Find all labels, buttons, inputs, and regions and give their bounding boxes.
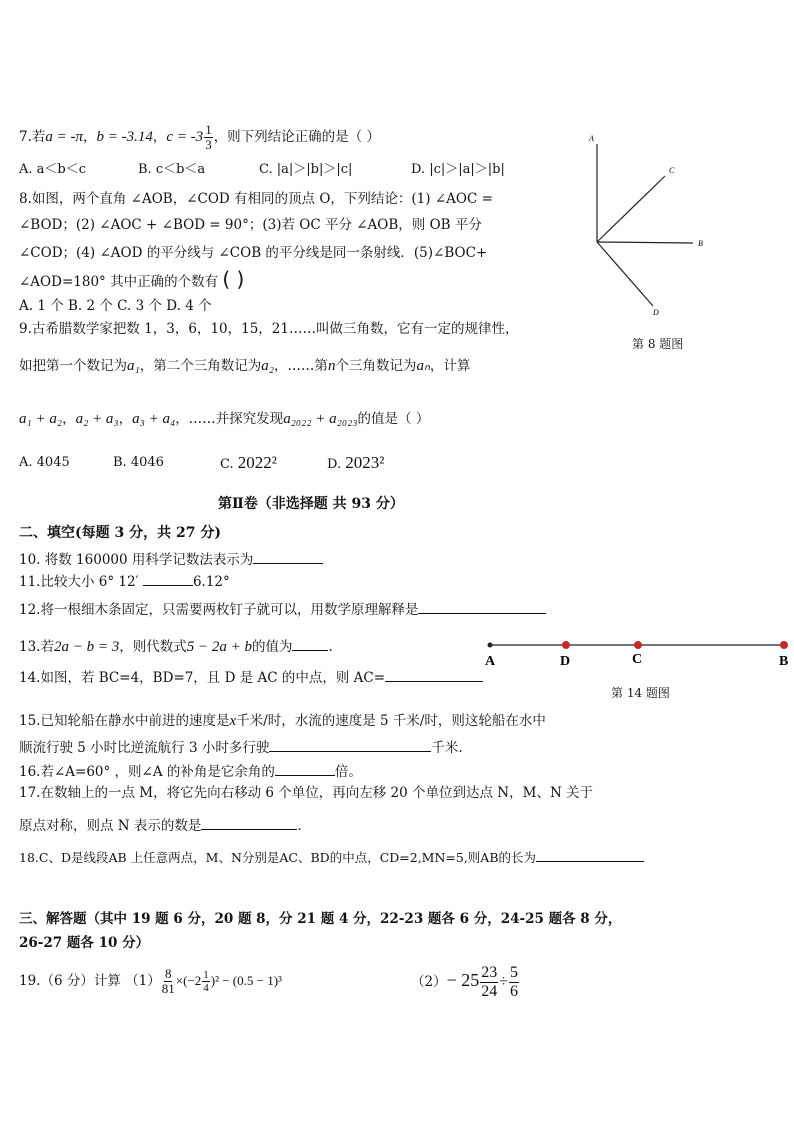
q9-a2: a₂	[261, 358, 274, 374]
section3-line2: 26-27 题各 10 分）	[19, 935, 150, 951]
section2-title: 第Ⅱ卷（非选择题 共 93 分）	[218, 496, 404, 512]
point-a	[488, 643, 493, 648]
section2-heading: 二、填空(每题 3 分，共 27 分)	[19, 525, 221, 541]
q11-blank[interactable]	[143, 571, 193, 586]
q13-cond: 2a − b = 3	[53, 639, 120, 655]
q7-option-c: C. |a|＞|b|＞|c|	[259, 162, 353, 177]
label-b: B	[779, 654, 789, 669]
q15-var: x	[229, 713, 237, 729]
label-d: D	[560, 654, 571, 669]
fig8-caption: 第 8 题图	[632, 337, 684, 351]
q10: 10. 将数 160000 用科学记数法表示为	[19, 549, 323, 569]
q9-a1: a₁	[127, 358, 140, 374]
q12: 12.将一根细木条固定，只需要两枚钉子就可以，用数学原理解释是	[19, 599, 546, 619]
q15-blank[interactable]	[269, 737, 431, 752]
q7-option-d: D. |c|＞|a|＞|b|	[411, 162, 505, 177]
ray-od	[597, 242, 653, 306]
section3-line1: 三、解答题（其中 19 题 6 分，20 题 8，分 21 题 4 分，22-23 题各 6 分，24-25 题各 8 分，	[19, 911, 622, 927]
q19-part2: （2）− 25 $\frac{23}{24}$ ÷ $\frac{5}{6}$	[411, 964, 519, 1000]
q7-line: 7.若a = -π，b = -3.14，c = -3 $\frac{1}{3}$ ，则下列结论正确的是（ ）	[19, 122, 380, 152]
ray-ob	[597, 242, 693, 243]
q10-blank[interactable]	[253, 549, 323, 564]
q7-option-a: A. a＜b＜c	[19, 162, 87, 177]
label-c: C	[632, 652, 643, 667]
q7-c: c = -3	[166, 129, 204, 145]
q19-part1: 19.（6 分）计算 （1） $\frac{8}{81}$ ×(−2 $\frac{1}{4}$ )² − (0.5 − 1)³	[19, 966, 282, 996]
q14: 14.如图，若 BC=4，BD=7，且 D 是 AC 的中点，则 AC=	[19, 667, 483, 687]
q13: 13.若2a − b = 3，则代数式5 − 2a + b的值为 .	[19, 636, 333, 656]
q9-option-b: B. 4046	[113, 455, 164, 470]
q19-frac-8-81: $\frac{8}{81}$	[161, 966, 175, 996]
point-c	[634, 641, 642, 649]
q9-expr-3: a₃ + a₄	[132, 411, 176, 427]
q8-line4: ∠AOD=180° 其中正确的个数有 ( )	[19, 267, 245, 291]
q8-line2: ∠BOD；(2) ∠AOC + ∠BOD = 90°；(3)若 OC 平分 ∠AOB，则 OB 平分	[19, 217, 482, 233]
q7-prefix: 7.若	[19, 129, 46, 145]
q7-option-b: B. c＜b＜a	[138, 162, 206, 177]
q8-answer-paren: ( )	[222, 267, 245, 291]
point-b	[780, 641, 788, 649]
label-b: B	[698, 239, 703, 248]
q9-expr-1: a₁ + a₂	[19, 411, 63, 427]
q16: 16.若∠A=60° ，则∠A 的补角是它余角的 倍。	[19, 761, 362, 781]
point-d	[562, 641, 570, 649]
label-c: C	[669, 166, 675, 175]
q17-line2: 原点对称，则点 N 表示的数是 .	[19, 815, 302, 835]
figure-8	[585, 130, 705, 320]
q9-an: aₙ	[416, 358, 430, 374]
q19-frac-23-24: $\frac{23}{24}$	[481, 964, 498, 1000]
fig14-caption: 第 14 题图	[611, 686, 670, 700]
q7-suffix: ，则下列结论正确的是（ ）	[213, 129, 380, 145]
q9-line2: 如把第一个数记为a₁，第二个三角数记为a₂，……第n个三角数记为aₙ，计算	[19, 358, 471, 374]
q9-n: n	[327, 358, 336, 374]
q7-b: b = -3.14	[96, 129, 153, 145]
q16-blank[interactable]	[275, 761, 335, 776]
q8-line1: 8.如图，两个直角 ∠AOB，∠COD 有相同的顶点 O，下列结论：(1) ∠AOC =	[19, 191, 493, 207]
figure-14	[480, 636, 792, 672]
label-d: D	[653, 308, 659, 317]
q19-frac-1-4: $\frac{1}{4}$	[203, 969, 209, 994]
label-a: A	[485, 654, 496, 669]
q14-blank[interactable]	[385, 667, 483, 682]
q15-line1: 15.已知轮船在静水中前进的速度是x千米/时，水流的速度是 5 千米/时，则这轮船在水中	[19, 713, 546, 729]
q9-line3: a₁ + a₂，a₂ + a₃，a₃ + a₄，……并探究发现a₂₀₂₂ + a₂₀₂₃的值是（ ）	[19, 411, 430, 427]
q7-c-frac: $\frac{1}{3}$	[205, 122, 212, 152]
q8-line3: ∠COD；(4) ∠AOD 的平分线与 ∠COB 的平分线是同一条射线．(5)∠BOC+	[19, 245, 488, 261]
q7-a: a = -π	[45, 129, 84, 145]
q18-blank[interactable]	[536, 847, 644, 862]
q13-expr: 5 − 2a + b	[186, 639, 252, 655]
q9-option-a: A. 4045	[19, 455, 70, 470]
q15-line2: 顺流行驶 5 小时比逆流航行 3 小时多行驶 千米.	[19, 737, 463, 757]
q9-option-d: D. 2023²	[327, 453, 385, 472]
q17-blank[interactable]	[201, 815, 297, 830]
q18: 18.C、D是线段AB 上任意两点，M、N分别是AC、BD的中点，CD=2,MN=5,则AB的长为	[19, 847, 644, 867]
ray-oc	[597, 176, 665, 242]
q11: 11.比较大小 6° 12′ 6.12°	[19, 571, 230, 591]
q9-option-c: C. 2022²	[220, 453, 277, 472]
q9-line1: 9.古希腊数学家把数 1，3，6，10，15，21……叫做三角数，它有一定的规律性，	[19, 321, 519, 337]
q13-blank[interactable]	[292, 636, 328, 651]
q8-options: A. 1 个 B. 2 个 C. 3 个 D. 4 个	[19, 298, 212, 314]
q12-blank[interactable]	[418, 599, 546, 614]
q19-frac-5-6: $\frac{5}{6}$	[510, 964, 519, 1000]
q9-expr-target: a₂₀₂₂ + a₂₀₂₃	[283, 411, 358, 427]
q9-expr-2: a₂ + a₃	[75, 411, 119, 427]
label-a: A	[589, 134, 594, 143]
q17-line1: 17.在数轴上的一点 M，将它先向右移动 6 个单位，再向左移 20 个单位到达点 N，M、N 关于	[19, 785, 594, 801]
